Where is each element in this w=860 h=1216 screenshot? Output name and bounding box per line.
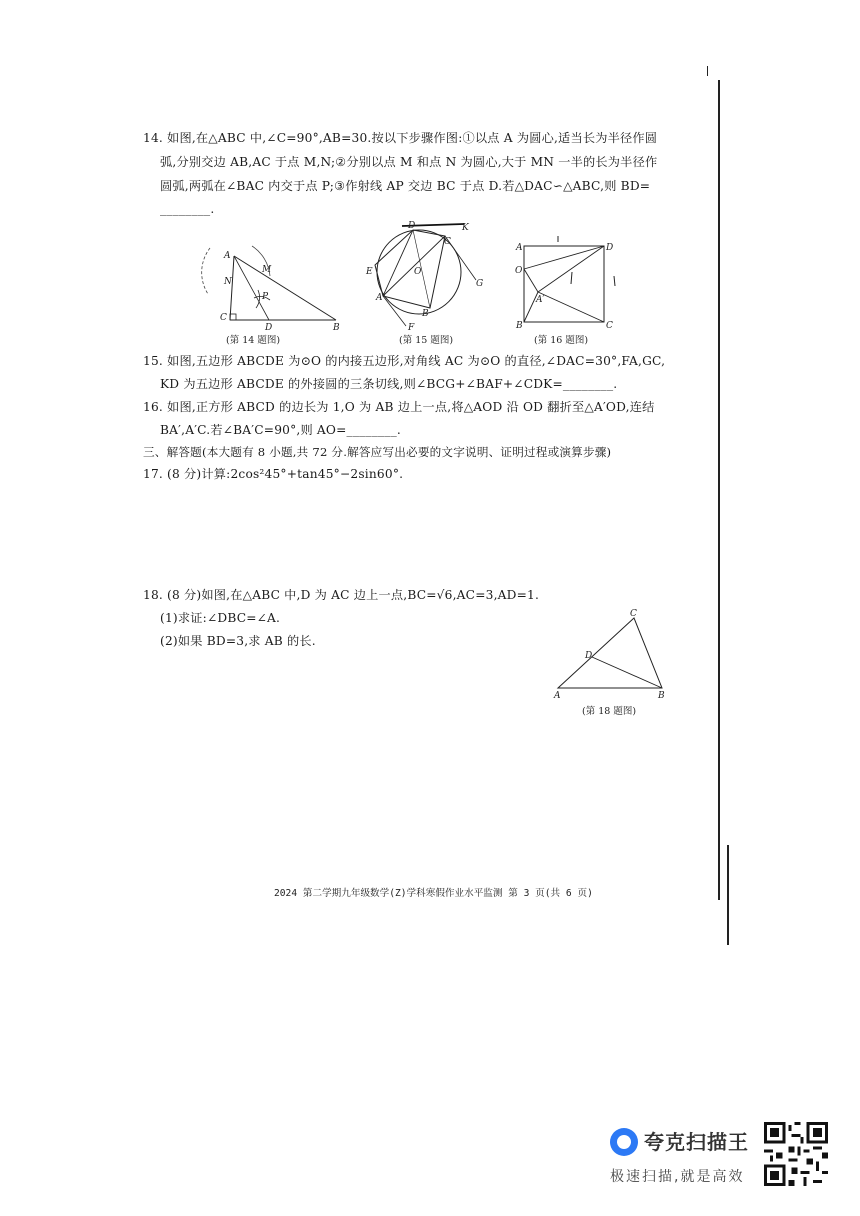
fig14-label-D: D xyxy=(265,323,273,333)
fig15-label-G: G xyxy=(476,279,484,289)
fig16-label-B: B xyxy=(516,321,523,330)
fig18-label-C: C xyxy=(630,609,637,619)
scan-edge-mark xyxy=(707,66,708,76)
fig16-label-D: D xyxy=(606,243,614,253)
fig15-label-C: C xyxy=(444,237,451,247)
watermark-subtitle: 极速扫描,就是高效 xyxy=(610,1169,745,1185)
fig14-label-M: M xyxy=(262,265,272,275)
q15-line1: 15. 如图,五边形 ABCDE 为⊙O 的内接五边形,对角线 AC 为⊙O 的直径,∠DAC=30°,FA,GC, xyxy=(143,354,666,368)
fig14-label-B: B xyxy=(333,323,340,333)
q15-line2: KD 为五边形 ABCDE 的外接圆的三条切线,则∠BCG+∠BAF+∠CDK=________. xyxy=(160,377,618,391)
fig14-label-N: N xyxy=(224,277,232,287)
fig15-caption: (第 15 题图) xyxy=(399,335,454,346)
q17: 17. (8 分)计算:2cos²45°+tan45°−2sin60°. xyxy=(143,467,404,481)
scan-edge-line xyxy=(718,80,720,900)
fig15-label-A: A xyxy=(376,293,383,303)
figure-15 xyxy=(362,220,492,334)
fig15-label-O: O xyxy=(414,267,422,277)
q14-line4: ________. xyxy=(160,202,215,216)
fig18-label-A: A xyxy=(554,691,561,700)
q18-part1: (1)求证:∠DBC=∠A. xyxy=(160,611,281,625)
fig18-label-D: D xyxy=(585,651,593,661)
watermark-title: 夸克扫描王 xyxy=(644,1130,749,1154)
fig15-label-D: D xyxy=(408,221,416,231)
fig14-label-A: A xyxy=(224,251,231,261)
fig14-caption: (第 14 题图) xyxy=(226,335,281,346)
q18-line1: 18. (8 分)如图,在△ABC 中,D 为 AC 边上一点,BC=√6,AC=3,AD=1. xyxy=(143,588,540,602)
q18-part2: (2)如果 BD=3,求 AB 的长. xyxy=(160,634,316,648)
fig16-label-O: O xyxy=(515,266,523,276)
fig15-label-F: F xyxy=(408,323,415,333)
qr-code-icon xyxy=(764,1122,828,1186)
fig16-label-A-prime: A′ xyxy=(536,295,545,305)
figure-16 xyxy=(510,236,635,330)
q16-line1: 16. 如图,正方形 ABCD 的边长为 1,O 为 AB 边上一点,将△AOD 沿 OD 翻折至△A′OD,连结 xyxy=(143,400,655,414)
figure-18 xyxy=(548,608,678,700)
q14-line3: 圆弧,两弧在∠BAC 内交于点 P;③作射线 AP 交边 BC 于点 D.若△DAC∽△ABC,则 BD= xyxy=(160,179,651,193)
figure-14 xyxy=(190,236,355,334)
fig16-label-A: A xyxy=(516,243,523,253)
quark-logo-icon xyxy=(610,1128,638,1156)
q14-line1: 14. 如图,在△ABC 中,∠C=90°,AB=30.按以下步骤作图:①以点 A 为圆心,适当长为半径作圆 xyxy=(143,131,658,145)
fig15-label-K: K xyxy=(462,223,469,233)
fig15-label-B: B xyxy=(422,309,429,319)
q16-line2: BA′,A′C.若∠BA′C=90°,则 AO=________. xyxy=(160,423,401,437)
section-3-heading: 三、解答题(本大题有 8 小题,共 72 分.解答应写出必要的文字说明、证明过程或演算步骤) xyxy=(143,445,612,459)
fig16-label-C: C xyxy=(606,321,613,330)
fig14-label-P: P xyxy=(262,292,269,302)
fig18-caption: (第 18 题图) xyxy=(582,706,637,717)
scanner-watermark xyxy=(610,1122,830,1188)
fig15-label-E: E xyxy=(366,267,373,277)
page-footer: 2024 第二学期九年级数学(Z)学科寒假作业水平监测 第 3 页(共 6 页) xyxy=(274,888,593,899)
fig18-label-B: B xyxy=(658,691,665,700)
fig16-caption: (第 16 题图) xyxy=(534,335,589,346)
fig14-label-C: C xyxy=(220,313,227,323)
scan-edge-line-lower xyxy=(727,845,729,945)
q14-line2: 弧,分别交边 AB,AC 于点 M,N;②分别以点 M 和点 N 为圆心,大于 MN 一半的长为半径作 xyxy=(160,155,658,169)
